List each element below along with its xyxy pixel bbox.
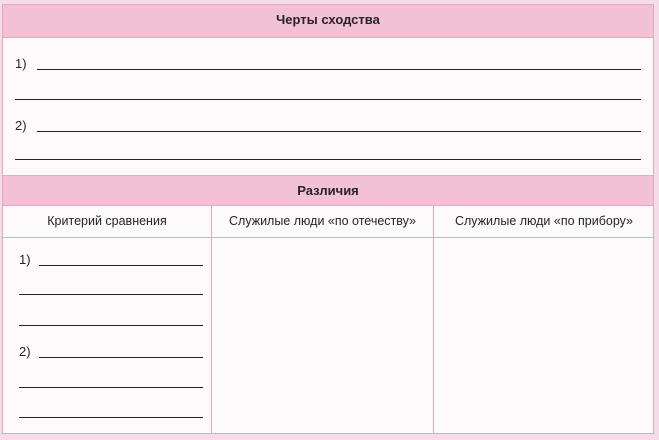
differences-header: Различия [3,175,653,206]
criterion-number-1: 1) [19,252,31,267]
answer-rule [15,99,641,100]
column-header-criterion: Критерий сравнения [47,214,167,228]
answer-rule [39,265,203,266]
criterion-line-2[interactable] [19,341,203,359]
criterion-line-1[interactable] [19,249,203,267]
answer-rule [37,69,641,70]
column-header-by-fatherland: Служилые люди «по отечеству» [229,214,416,228]
answer-rule [19,417,203,418]
similarity-line-2[interactable] [15,115,641,133]
answer-rule [15,159,641,160]
column-headers [3,206,653,238]
criterion-line-1-continued[interactable] [19,278,203,296]
answer-cell-by-fatherland[interactable] [213,238,432,433]
answer-rule [39,357,203,358]
answer-rule [19,387,203,388]
similarity-line-1[interactable] [15,53,641,71]
answer-rule [19,325,203,326]
similarity-number-2: 2) [15,118,27,133]
criterion-line-2-continued[interactable] [19,401,203,419]
answer-rule [19,294,203,295]
similarities-header: Черты сходства [3,5,653,38]
answer-rule [37,131,641,132]
answer-cell-by-recruitment[interactable] [435,238,653,433]
criterion-line-1-continued[interactable] [19,309,203,327]
criterion-line-2-continued[interactable] [19,371,203,389]
column-header-by-recruitment: Служилые люди «по прибору» [454,214,633,228]
column-divider [433,206,434,433]
similarity-line-2-continued[interactable] [15,143,641,161]
similarity-line-1-continued[interactable] [15,83,641,101]
criterion-number-2: 2) [19,344,31,359]
comparison-table [2,4,654,434]
column-divider [211,206,212,433]
similarity-number-1: 1) [15,56,27,71]
